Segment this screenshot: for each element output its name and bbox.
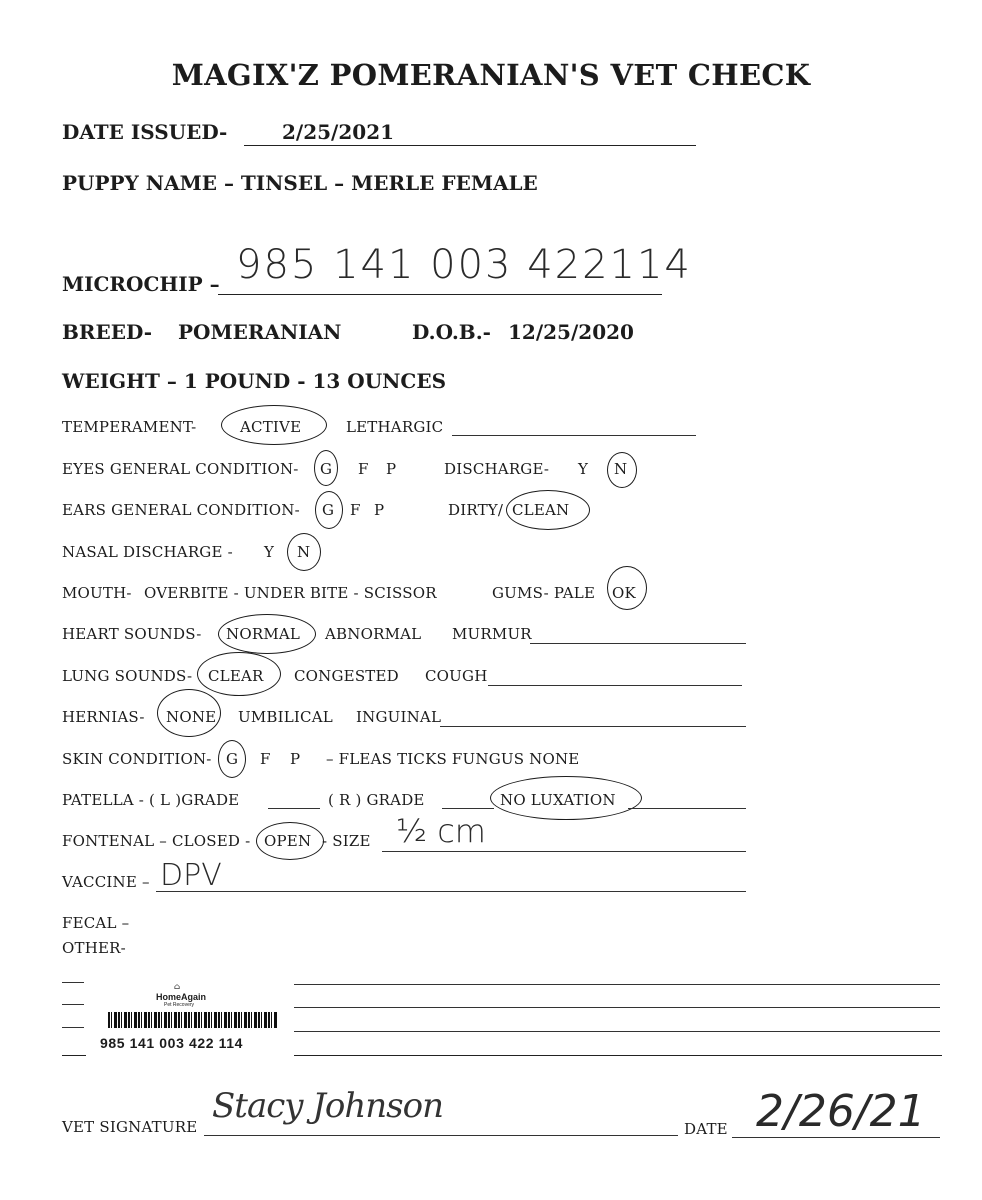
nasal-n-circle — [287, 533, 321, 571]
eyes-discharge-n: N — [614, 460, 628, 478]
lung-clear-circle — [197, 652, 281, 696]
eyes-label: EYES GENERAL CONDITION- — [62, 460, 299, 478]
fontenal-line — [382, 851, 746, 852]
eyes-n-circle — [607, 452, 637, 488]
weight: WEIGHT – 1 POUND - 13 OUNCES — [62, 369, 447, 393]
hernias-none: NONE — [166, 708, 217, 726]
temperament-lethargic: LETHARGIC — [346, 418, 444, 436]
eyes-f: F — [358, 460, 369, 478]
patella-value: NO LUXATION — [500, 791, 616, 809]
temperament-active: ACTIVE — [240, 418, 302, 436]
date-issued-underline — [244, 145, 696, 146]
ears-f: F — [350, 501, 361, 519]
ears-clean: CLEAN — [512, 501, 570, 519]
nasal-label: NASAL DISCHARGE - — [62, 543, 233, 561]
gums-ok-circle — [607, 566, 647, 610]
microchip-underline — [218, 294, 662, 295]
lung-line — [488, 685, 742, 686]
temperament-line — [452, 435, 696, 436]
ruled-tick — [62, 982, 84, 983]
fontenal-open-circle — [256, 822, 324, 860]
sticker-brand: HomeAgain — [156, 992, 207, 1002]
eyes-p: P — [386, 460, 397, 478]
nasal-y: Y — [264, 543, 275, 561]
ears-g-circle — [315, 491, 343, 529]
temperament-label: TEMPERAMENT- — [62, 418, 197, 436]
eyes-discharge-label: DISCHARGE- — [444, 460, 550, 478]
hernias-label: HERNIAS- — [62, 708, 145, 726]
ears-label: EARS GENERAL CONDITION- — [62, 501, 300, 519]
date-signed-label: DATE — [684, 1120, 728, 1138]
skin-p: P — [290, 750, 301, 768]
fontenal-size-label: - SIZE — [322, 832, 371, 850]
vet-signature: Stacy Johnson — [212, 1086, 443, 1126]
ears-p: P — [374, 501, 385, 519]
vaccine-label: VACCINE – — [62, 873, 150, 891]
mouth-label: MOUTH- — [62, 584, 132, 602]
dob-value: 12/25/2020 — [508, 320, 634, 344]
skin-g-circle — [218, 740, 246, 778]
page-title: MAGIX'Z POMERANIAN'S VET CHECK — [171, 58, 811, 92]
hernias-line — [440, 726, 746, 727]
hernias-inguinal: INGUINAL — [356, 708, 442, 726]
nasal-n: N — [297, 543, 311, 561]
skin-label: SKIN CONDITION- — [62, 750, 212, 768]
ruled-tick — [62, 1027, 84, 1028]
heart-normal-circle — [218, 614, 316, 654]
ears-g: G — [322, 501, 335, 519]
hernias-umbilical: UMBILICAL — [238, 708, 333, 726]
gums-label: GUMS- PALE — [492, 584, 596, 602]
sticker-sub: Pet Recovery — [164, 1002, 195, 1008]
lung-congested: CONGESTED — [294, 667, 399, 685]
vet-signature-label: VET SIGNATURE — [62, 1118, 198, 1136]
microchip-label: MICROCHIP – — [62, 272, 220, 296]
date-issued-value: 2/25/2021 — [282, 120, 395, 144]
date-issued-label: DATE ISSUED- — [62, 120, 228, 144]
heart-label: HEART SOUNDS- — [62, 625, 202, 643]
fecal-label: FECAL – — [62, 914, 130, 932]
heart-line — [530, 643, 746, 644]
patella-r-line — [442, 808, 494, 809]
date-signed-line — [732, 1137, 940, 1138]
ruled-line — [292, 1031, 940, 1032]
eyes-g-circle — [314, 450, 338, 486]
heart-murmur: MURMUR — [452, 625, 532, 643]
breed-value: POMERANIAN — [178, 320, 342, 344]
mouth-options: OVERBITE - UNDER BITE - SCISSOR — [144, 584, 437, 602]
patella-value-circle — [490, 776, 642, 820]
ruled-tick — [62, 1004, 84, 1005]
fontenal-open: OPEN — [264, 832, 312, 850]
sticker-chip-number: 985 141 003 422 114 — [100, 1035, 243, 1051]
house-icon: ⌂ — [174, 982, 181, 991]
puppy-name: PUPPY NAME – TINSEL – MERLE FEMALE — [62, 171, 538, 195]
barcode — [108, 1012, 278, 1028]
active-circle — [221, 405, 327, 445]
ruled-line — [292, 984, 940, 985]
patella-l-label: PATELLA - ( L )GRADE — [62, 791, 240, 809]
dob-label: D.O.B.- — [412, 320, 491, 344]
hernias-none-circle — [157, 689, 221, 737]
patella-l-line — [268, 808, 320, 809]
other-label: OTHER- — [62, 939, 126, 957]
lung-cough: COUGH — [425, 667, 488, 685]
patella-r-label: ( R ) GRADE — [328, 791, 425, 809]
skin-g: G — [226, 750, 239, 768]
skin-rest: – FLEAS TICKS FUNGUS NONE — [326, 750, 580, 768]
patella-line — [628, 808, 746, 809]
fontenal-size-value: ½ cm — [396, 812, 486, 850]
eyes-g: G — [320, 460, 333, 478]
microchip-value: 985 141 003 422114 — [236, 242, 692, 288]
skin-f: F — [260, 750, 271, 768]
lung-clear: CLEAR — [208, 667, 264, 685]
eyes-discharge-y: Y — [578, 460, 589, 478]
vaccine-line — [156, 891, 746, 892]
heart-abnormal: ABNORMAL — [325, 625, 422, 643]
breed-label: BREED- — [62, 320, 153, 344]
microchip-sticker — [86, 980, 294, 1066]
vet-signature-line — [204, 1135, 678, 1136]
ears-dirty: DIRTY/ — [448, 501, 504, 519]
date-signed-value: 2/26/21 — [756, 1086, 926, 1137]
fontenal-label: FONTENAL – CLOSED - — [62, 832, 251, 850]
ruled-line — [292, 1007, 940, 1008]
heart-normal: NORMAL — [226, 625, 301, 643]
gums-ok: OK — [612, 584, 636, 602]
vaccine-value: DPV — [160, 858, 222, 893]
ears-clean-circle — [506, 490, 590, 530]
lung-label: LUNG SOUNDS- — [62, 667, 193, 685]
